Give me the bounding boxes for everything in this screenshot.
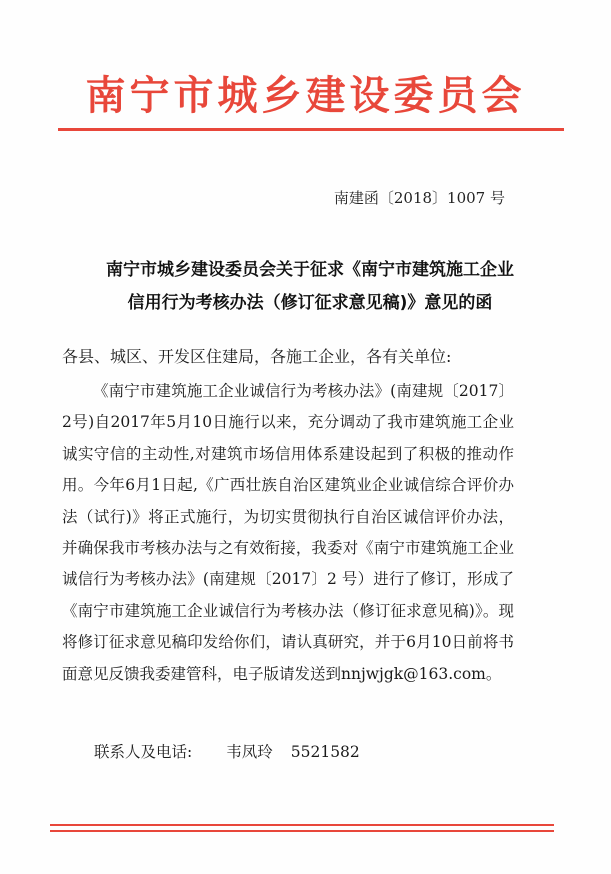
contact-name: 韦凤玲 bbox=[226, 743, 273, 761]
document-number: 南建函〔2018〕1007 号 bbox=[333, 189, 505, 207]
letterhead-org-name: 南宁市城乡建设委员会 bbox=[85, 72, 526, 119]
document-title bbox=[60, 254, 560, 320]
document-title-line-2: 信用行为考核办法（修订征求意见稿)》意见的函 bbox=[127, 293, 493, 313]
footer-red-rule-bottom bbox=[50, 830, 554, 832]
body-paragraph: 《南宁市建筑施工企业诚信行为考核办法》(南建规〔2017〕2号)自2017年5月10日施行以来，充分调动了我市建筑施工企业诚实守信的主动性,对建筑市场信用体系建设起到了积极的推动作用。今年6月1日起,《广西壮族自治区建筑业企业诚信综合评价办法（试行)》将正式施行，为切实贯彻执行自治区诚信评价办法，并确保我市考核办法与之有效衔接，我委对《南宁市建筑施工企业诚信行为考核办法》(南建规〔2017〕2 号）进行了修订，形成了《南宁市建筑施工企业诚信行为考核办法（修订征求意见稿)》。现将修订征求意见稿印发给你们，请认真研究，并于6月10日前将书面意见反馈我委建管科，电子版请发送到nnjwjgk@163.com。 bbox=[62, 382, 514, 683]
contact-label: 联系人及电话: bbox=[94, 743, 193, 761]
salutation: 各县、城区、开发区住建局，各施工企业，各有关单位: bbox=[62, 347, 452, 366]
contact-line bbox=[94, 741, 360, 763]
letterhead-red-rule bbox=[58, 128, 564, 131]
document-title-line-1: 南宁市城乡建设委员会关于征求《南宁市建筑施工企业 bbox=[106, 260, 514, 280]
footer-red-rule-top bbox=[50, 824, 554, 826]
contact-phone: 5521582 bbox=[290, 743, 360, 761]
